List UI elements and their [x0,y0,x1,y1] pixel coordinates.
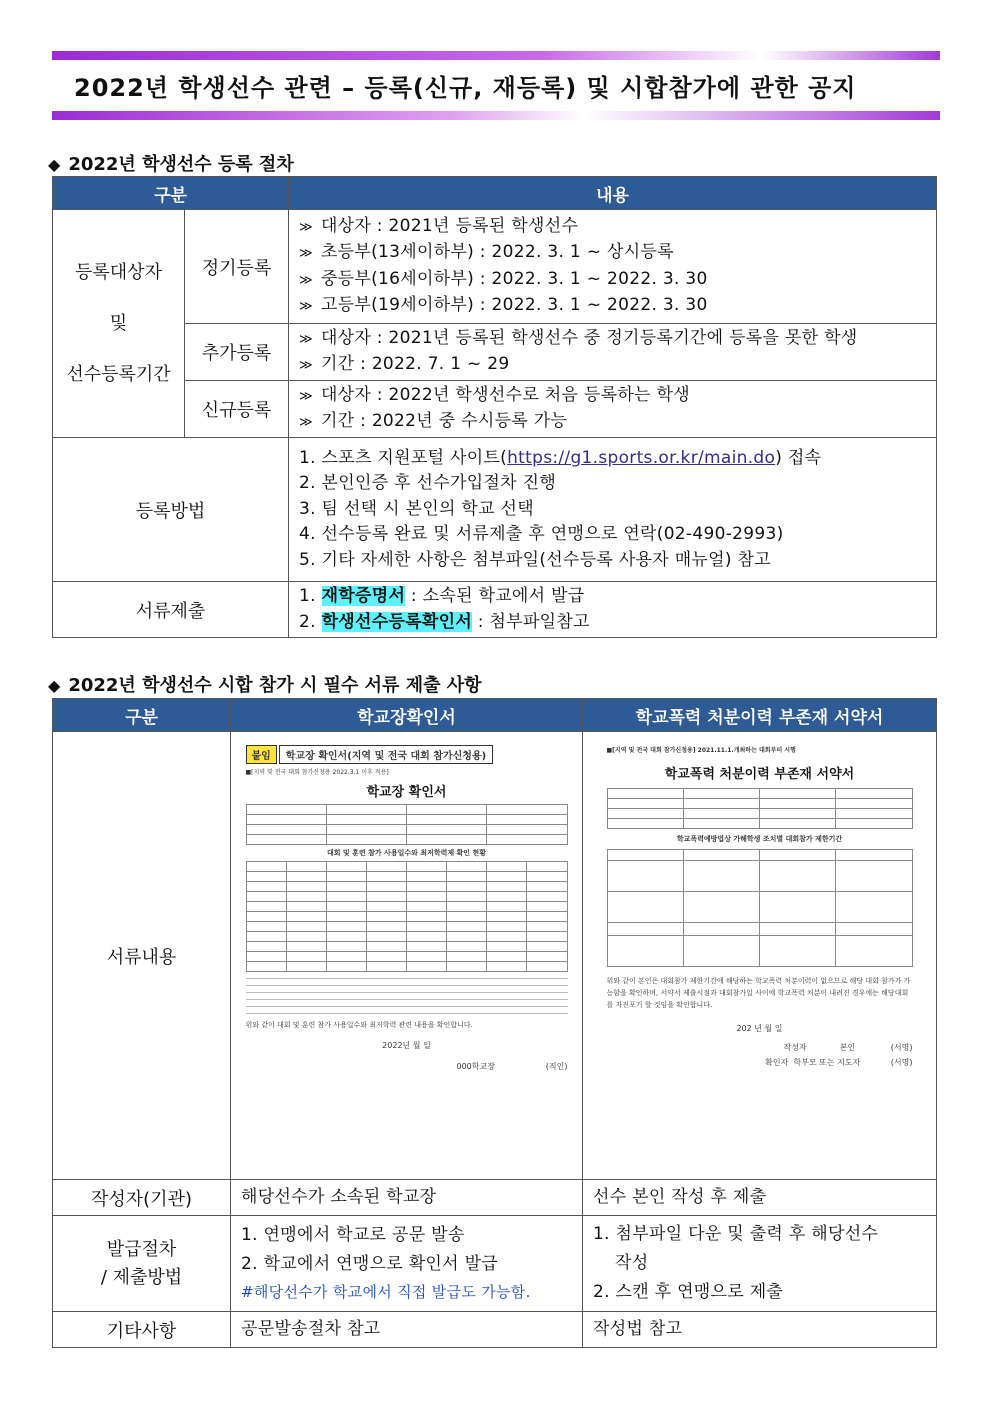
new-label: 신규등록 [185,381,289,438]
docs-line-2-rest: : 첨부파일참고 [472,611,590,632]
title-bar-top [52,51,940,60]
list-item [289,293,936,320]
thumb-title: 학교장 확인서 [366,784,447,800]
etc-school: 공문발송절차 참고 [231,1312,583,1348]
double-arrow-icon: ≫ [299,388,313,404]
thumb-info-grid [246,804,568,845]
double-arrow-icon: ≫ [299,272,313,288]
list-item [289,584,936,610]
etc-label: 기타사항 [53,1312,231,1348]
issue-label-2: / 제출방법 [100,1266,183,1288]
school-cert-thumbnail [246,741,568,1171]
double-arrow-icon: ≫ [299,219,313,235]
etc-pledge: 작성법 참고 [583,1312,937,1348]
regular-label: 정기등록 [185,210,289,324]
period-label-1: 등록대상자 [75,262,162,283]
school-cert-thumb-cell [231,732,583,1180]
new-line: 기간 : 2022년 중 수시등록 가능 [320,411,568,431]
double-arrow-icon: ≫ [299,415,313,430]
diamond-icon: ◆ [48,676,61,695]
double-arrow-icon: ≫ [299,299,313,314]
docs-label: 서류제출 [53,582,289,638]
list-item: 1. 첨부파일 다운 및 출력 후 해당선수 [593,1224,879,1244]
thumb-sign: 000학교장 (직인) [456,1061,568,1071]
thumb-note: ■[지역 및 전국 대회 참가신청용] 2021.11.1.개최하는 대회부터 시행 [606,746,796,754]
new-content [289,381,937,438]
list-item [289,326,936,353]
col-pledge-header: 학교폭력 처분이력 부존재 서약서 [583,699,937,732]
col-content-header: 내용 [289,177,937,210]
regular-line: 중등부(16세이하부) : 2022. 3. 1 ~ 2022. 3. 30 [320,268,708,289]
enrollment-cert-highlight: 재학증명서 [321,586,406,606]
period-label-cell [53,210,185,438]
list-item-continued: 작성 [615,1253,649,1273]
col-school-header: 학교장확인서 [231,699,583,732]
period-label-2: 및 [109,313,128,334]
list-item: 2. 본인인증 후 선수가입절차 진행 [299,473,557,494]
thumb-box-title: 학교장 확인서(지역 및 전국 대회 참가신청용) [279,745,493,764]
list-item: 2. 스캔 후 연맹으로 제출 [593,1282,784,1302]
list-item [289,610,936,636]
list-item [289,240,936,267]
method-content [289,438,937,582]
section1-heading [48,150,294,176]
thumb-subtitle: 대회 및 훈련 참가 사용일수와 최저학력제 확인 현황 [326,848,487,857]
thumb-info-grid [607,788,913,829]
thumb-writer: 작성자 본인 (서명) [783,1042,913,1052]
regular-content [289,210,937,324]
list-item [289,446,936,472]
pledge-thumbnail [607,741,913,1171]
regular-line: 초등부(13세이하부) : 2022. 3. 1 ~ 상시등록 [320,242,674,262]
section2-heading [48,671,482,697]
thumb-note: ■[지역 및 전국 대회 참가신청용 2022.3.1 이후 적용] [245,768,389,776]
thumb-restriction-grid [607,849,913,967]
docs-num: 1. [299,586,316,606]
additional-line: 기간 : 2022. 7. 1 ~ 29 [320,354,510,374]
competition-docs-table [52,698,937,1348]
list-item [289,383,936,410]
thumb-body: 위와 같이 본인은 대회참가 제한기간에 해당하는 학교폭력 처분이력이 없으므로 해당 대회 참가가 가능함을 확인하며, 서약서 제출시점과 대회참가일 사이에 학교폭력 처분이 내려진 경우에는 해당대회를 자진포기 할 것임을 확인합니다. [606,976,911,1009]
page-title: 2022년 학생선수 관련 – 등록(신규, 재등록) 및 시합참가에 관한 공지 [74,74,857,102]
list-item: 5. 기타 자세한 사항은 첨부파일(선수등록 사용자 매뉴얼) 참고 [299,549,771,570]
docs-num: 2. [299,611,316,632]
issue-pledge-cell [583,1216,937,1312]
double-arrow-icon: ≫ [299,246,313,261]
list-item [289,267,936,294]
thumb-header [246,745,568,764]
author-pledge: 선수 본인 작성 후 제출 [583,1180,937,1216]
new-line: 대상자 : 2022년 학생선수로 처음 등록하는 학생 [320,384,690,405]
method-line-1-suffix: ) 접속 [775,447,822,468]
section2-heading-text: 2022년 학생선수 시합 참가 시 필수 서류 제출 사항 [68,675,482,696]
list-item: 1. 연맹에서 학교로 공문 발송 [241,1225,465,1245]
additional-content [289,324,937,381]
athlete-reg-cert-highlight: 학생선수등록확인서 [321,611,473,632]
section1-heading-text: 2022년 학생선수 등록 절차 [68,154,294,175]
double-arrow-icon: ≫ [299,331,313,347]
thumb-text-lines [246,978,568,1014]
method-line-1-text: 1. 스포츠 지원포털 사이트( [299,447,508,468]
author-school: 해당선수가 소속된 학교장 [231,1180,583,1216]
thumb-date: 202 년 월 일 [736,1023,783,1033]
issue-label-cell [53,1216,231,1312]
thumb-subtitle: 학교폭력예방법상 가해학생 조치별 대회참가 제한기간 [676,834,843,843]
double-arrow-icon: ≫ [299,358,313,373]
author-label: 작성자(기관) [53,1180,231,1216]
list-item [289,214,936,241]
thumb-footer: 위와 같이 대회 및 훈련 참가 사용일수와 최저학력 관련 내용을 확인합니다. [245,1020,473,1029]
docs-line-1-rest: : 소속된 학교에서 발급 [405,586,585,606]
thumb-title: 학교폭력 처분이력 부존재 서약서 [664,766,855,782]
diamond-icon: ◆ [48,155,61,174]
period-label-3: 선수등록기간 [66,364,171,385]
col-category-header: 구분 [53,177,289,210]
additional-label: 추가등록 [185,324,289,381]
regular-line: 고등부(19세이하부) : 2022. 3. 1 ~ 2022. 3. 30 [320,295,708,315]
docs-content [289,582,937,638]
method-label: 등록방법 [53,438,289,582]
registration-table [52,176,937,638]
sports-portal-link[interactable]: https://g1.sports.or.kr/main.do [507,447,776,468]
col-category-header: 구분 [53,699,231,732]
content-label: 서류내용 [53,732,231,1180]
issue-label-1: 발급절차 [106,1238,177,1260]
attachment-tag: 붙임 [246,745,277,764]
additional-line: 대상자 : 2021년 등록된 학생선수 중 정기등록기간에 등록을 못한 학생 [320,327,858,348]
list-item: 4. 선수등록 완료 및 서류제출 후 연맹으로 연락(02-490-2993) [299,524,784,545]
list-item [289,352,936,379]
regular-line: 대상자 : 2021년 등록된 학생선수 [320,215,579,236]
issue-school-cell [231,1216,583,1312]
thumb-date: 2022년 월 일 [382,1040,431,1050]
issue-note: #해당선수가 학교에서 직접 발급도 가능함. [241,1283,531,1301]
list-item: 2. 학교에서 연맹으로 확인서 발급 [241,1254,499,1274]
thumb-confirm: 확인자 학부모 또는 지도자 (서명) [765,1057,913,1067]
title-bar-bottom [52,111,940,120]
list-item: 3. 팀 선택 시 본인의 학교 선택 [299,498,534,519]
list-item [289,409,936,436]
thumb-usage-grid [246,861,568,972]
pledge-thumb-cell [583,732,937,1180]
